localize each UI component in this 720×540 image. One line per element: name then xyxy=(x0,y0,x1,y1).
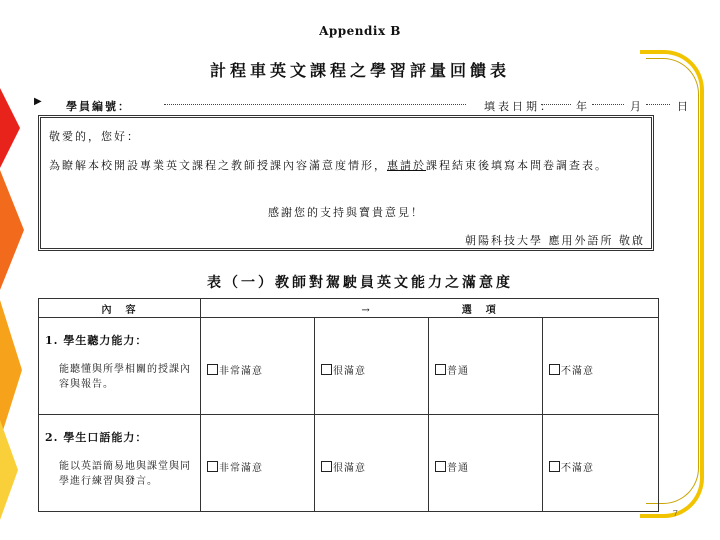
question-title: 1. 學生聽力能力： xyxy=(45,334,148,347)
header-options: 選 項 xyxy=(461,304,498,316)
day-label: 日 xyxy=(677,100,688,113)
option-cell xyxy=(315,415,429,512)
year-field[interactable] xyxy=(541,104,571,105)
header-options-cell xyxy=(201,299,659,318)
question-cell xyxy=(39,415,201,512)
checkbox-icon[interactable] xyxy=(321,461,332,472)
checkbox-icon[interactable] xyxy=(549,461,560,472)
option-neutral[interactable] xyxy=(435,362,542,377)
option-cell xyxy=(429,415,543,512)
list-marker-icon: ▶ xyxy=(34,96,42,107)
checkbox-icon[interactable] xyxy=(207,461,218,472)
header-content: 內 容 xyxy=(39,299,201,318)
option-cell xyxy=(543,318,659,415)
checkbox-icon[interactable] xyxy=(435,364,446,375)
intro-prefix: 為瞭解本校開設專業英文課程之教師授課內容滿意度情形， xyxy=(49,159,387,172)
option-cell xyxy=(543,415,659,512)
year-label: 年 xyxy=(576,100,587,113)
thanks-line: 感謝您的支持與寶貴意見！ xyxy=(268,206,424,219)
page-number: 7 xyxy=(672,509,678,518)
option-unsatisfied[interactable] xyxy=(549,362,658,377)
checkbox-icon[interactable] xyxy=(207,364,218,375)
option-very-satisfied[interactable] xyxy=(207,459,314,474)
date-label: 填表日期： xyxy=(484,100,554,113)
arrow-icon: → xyxy=(361,304,372,316)
intro-paragraph xyxy=(49,156,641,176)
option-label: 很滿意 xyxy=(333,366,366,377)
info-row xyxy=(36,98,688,113)
checkbox-icon[interactable] xyxy=(321,364,332,375)
option-label: 很滿意 xyxy=(333,463,366,474)
table-title: 表（一）教師對駕駛員英文能力之滿意度 xyxy=(207,275,513,291)
question-title: 2. 學生口語能力： xyxy=(45,431,148,444)
month-field[interactable] xyxy=(592,104,624,105)
checkbox-icon[interactable] xyxy=(549,364,560,375)
checkbox-icon[interactable] xyxy=(435,461,446,472)
intro-underlined: 惠請於 xyxy=(387,159,426,172)
decorative-chevron-red xyxy=(0,88,20,168)
option-cell xyxy=(429,318,543,415)
option-label: 非常滿意 xyxy=(219,366,263,377)
decorative-chevron-yellow xyxy=(0,420,18,520)
option-cell xyxy=(201,318,315,415)
question-description: 能聽懂與所學相關的授課內容與報告。 xyxy=(59,364,191,390)
day-field[interactable] xyxy=(646,104,670,105)
greeting: 敬愛的，您好： xyxy=(49,130,140,143)
document-title: 計程車英文課程之學習評量回饋表 xyxy=(209,61,510,80)
question-cell xyxy=(39,318,201,415)
option-unsatisfied[interactable] xyxy=(549,459,658,474)
option-label: 普通 xyxy=(447,366,469,377)
option-label: 非常滿意 xyxy=(219,463,263,474)
student-id-label: 學員編號： xyxy=(66,100,131,113)
month-label: 月 xyxy=(630,100,641,113)
intro-suffix: 課程結束後填寫本問卷調查表。 xyxy=(426,159,608,172)
option-very-satisfied[interactable] xyxy=(207,362,314,377)
option-label: 不滿意 xyxy=(561,463,594,474)
option-satisfied[interactable] xyxy=(321,362,428,377)
option-label: 普通 xyxy=(447,463,469,474)
table-row xyxy=(39,415,659,512)
table-row xyxy=(39,318,659,415)
option-neutral[interactable] xyxy=(435,459,542,474)
appendix-label: Appendix B xyxy=(319,24,401,38)
option-label: 不滿意 xyxy=(561,366,594,377)
decorative-chevron-amber xyxy=(0,300,22,440)
option-satisfied[interactable] xyxy=(321,459,428,474)
survey-table xyxy=(38,298,659,512)
question-description: 能以英語簡易地與課堂與同學進行練習與發言。 xyxy=(59,461,191,487)
table-header-row xyxy=(39,299,659,318)
student-id-field[interactable] xyxy=(164,104,466,105)
option-cell xyxy=(315,318,429,415)
option-cell xyxy=(201,415,315,512)
intro-letter xyxy=(38,115,654,251)
signature: 朝陽科技大學 應用外語所 敬啟 xyxy=(465,234,645,247)
